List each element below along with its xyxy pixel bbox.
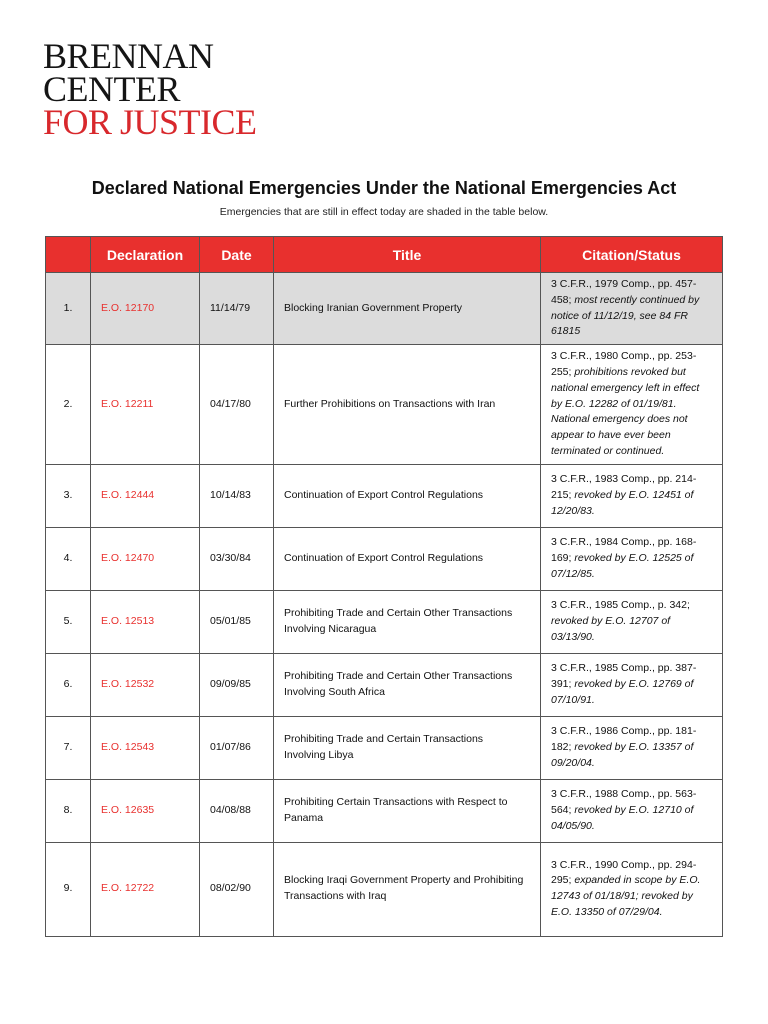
table-row xyxy=(46,779,723,842)
table-row xyxy=(46,527,723,590)
row-title: Prohibiting Trade and Certain Transactions Involving Libya xyxy=(274,716,541,779)
declaration-link[interactable]: E.O. 12513 xyxy=(91,590,200,653)
declaration-link[interactable]: E.O. 12170 xyxy=(91,273,200,345)
declaration-link[interactable]: E.O. 12543 xyxy=(91,716,200,779)
row-title: Prohibiting Trade and Certain Other Transactions Involving Nicaragua xyxy=(274,590,541,653)
row-date: 04/08/88 xyxy=(200,779,274,842)
row-title: Further Prohibitions on Transactions with Iran xyxy=(274,345,541,465)
table-row xyxy=(46,653,723,716)
emergencies-table xyxy=(45,236,723,937)
row-number: 4. xyxy=(46,527,91,590)
document-subtitle: Emergencies that are still in effect today are shaded in the table below. xyxy=(219,206,549,218)
declaration-link[interactable]: E.O. 12532 xyxy=(91,653,200,716)
row-date: 04/17/80 xyxy=(200,345,274,465)
row-citation-status xyxy=(541,779,723,842)
row-date: 10/14/83 xyxy=(200,464,274,527)
header-declaration: Declaration xyxy=(91,237,200,273)
row-date: 05/01/85 xyxy=(200,590,274,653)
table-row xyxy=(46,345,723,465)
citation-text: 3 C.F.R., 1983 Comp., pp. 214-215; xyxy=(551,473,697,501)
row-date: 08/02/90 xyxy=(200,842,274,936)
row-title: Continuation of Export Control Regulations xyxy=(274,464,541,527)
row-title: Prohibiting Trade and Certain Other Transactions Involving South Africa xyxy=(274,653,541,716)
status-text: revoked by E.O. 12707 of 03/13/90. xyxy=(551,614,671,643)
row-date: 11/14/79 xyxy=(200,273,274,345)
logo-line-brennan: BRENNAN xyxy=(43,36,214,76)
row-date: 09/09/85 xyxy=(200,653,274,716)
logo-line-center: CENTER xyxy=(43,69,180,109)
header-citation-status: Citation/Status xyxy=(541,237,723,273)
document-title: Declared National Emergencies Under the National Emergencies Act xyxy=(91,178,677,198)
row-title: Continuation of Export Control Regulations xyxy=(274,527,541,590)
row-citation-status xyxy=(541,653,723,716)
row-citation-status xyxy=(541,464,723,527)
row-number: 9. xyxy=(46,842,91,936)
row-date: 03/30/84 xyxy=(200,527,274,590)
citation-text: 3 C.F.R., 1984 Comp., pp. 168-169; xyxy=(551,536,697,564)
row-number: 7. xyxy=(46,716,91,779)
declaration-link[interactable]: E.O. 12211 xyxy=(91,345,200,465)
header-number xyxy=(46,237,91,273)
citation-text: 3 C.F.R., 1990 Comp., pp. 294-295; xyxy=(551,858,697,887)
status-text: revoked by E.O. 13357 of 09/20/04. xyxy=(551,740,694,769)
row-date: 01/07/86 xyxy=(200,716,274,779)
table-row xyxy=(46,464,723,527)
declaration-link[interactable]: E.O. 12470 xyxy=(91,527,200,590)
status-text: most recently continued by notice of 11/12/19, see 84 FR 61815 xyxy=(551,293,700,338)
status-text: revoked by E.O. 12525 of 07/12/85. xyxy=(551,551,694,580)
citation-text: 3 C.F.R., 1988 Comp., pp. 563-564; xyxy=(551,788,697,816)
row-citation-status xyxy=(541,527,723,590)
status-text: revoked by E.O. 12710 of 04/05/90. xyxy=(551,803,694,832)
citation-text: 3 C.F.R., 1985 Comp., p. 342; xyxy=(551,599,690,612)
table-header-row xyxy=(46,237,723,273)
declaration-link[interactable]: E.O. 12635 xyxy=(91,779,200,842)
logo-line-for-justice: FOR JUSTICE xyxy=(43,102,257,142)
table-row xyxy=(46,842,723,936)
row-title: Blocking Iranian Government Property xyxy=(274,273,541,345)
row-number: 5. xyxy=(46,590,91,653)
row-number: 3. xyxy=(46,464,91,527)
row-citation-status xyxy=(541,716,723,779)
row-title: Prohibiting Certain Transactions with Respect to Panama xyxy=(274,779,541,842)
row-number: 1. xyxy=(46,273,91,345)
row-citation-status xyxy=(541,590,723,653)
row-number: 8. xyxy=(46,779,91,842)
header-title: Title xyxy=(274,237,541,273)
citation-text: 3 C.F.R., 1979 Comp., pp. 457-458; xyxy=(551,278,697,306)
citation-text: 3 C.F.R., 1986 Comp., pp. 181-182; xyxy=(551,725,697,753)
row-citation-status xyxy=(541,273,723,345)
row-title: Blocking Iraqi Government Property and Prohibiting Transactions with Iraq xyxy=(274,842,541,936)
citation-text: 3 C.F.R., 1980 Comp., pp. 253-255; xyxy=(551,350,697,378)
status-text: revoked by E.O. 12451 of 12/20/83. xyxy=(551,488,694,517)
row-number: 6. xyxy=(46,653,91,716)
row-citation-status xyxy=(541,842,723,936)
status-text: expanded in scope by E.O. 12743 of 01/18/91; revoked by E.O. 13350 of 07/29/04. xyxy=(551,874,701,919)
status-text: prohibitions revoked but national emergency left in effect by E.O. 12282 of 01/19/81. National emergency does not appear to have ever been terminated or continued. xyxy=(551,365,700,457)
header-date: Date xyxy=(200,237,274,273)
row-citation-status xyxy=(541,345,723,465)
declaration-link[interactable]: E.O. 12722 xyxy=(91,842,200,936)
brennan-center-logo xyxy=(43,36,257,142)
table-row xyxy=(46,716,723,779)
table-row xyxy=(46,590,723,653)
citation-text: 3 C.F.R., 1985 Comp., pp. 387-391; xyxy=(551,662,697,690)
declaration-link[interactable]: E.O. 12444 xyxy=(91,464,200,527)
row-number: 2. xyxy=(46,345,91,465)
status-text: revoked by E.O. 12769 of 07/10/91. xyxy=(551,677,694,706)
table-row xyxy=(46,273,723,345)
